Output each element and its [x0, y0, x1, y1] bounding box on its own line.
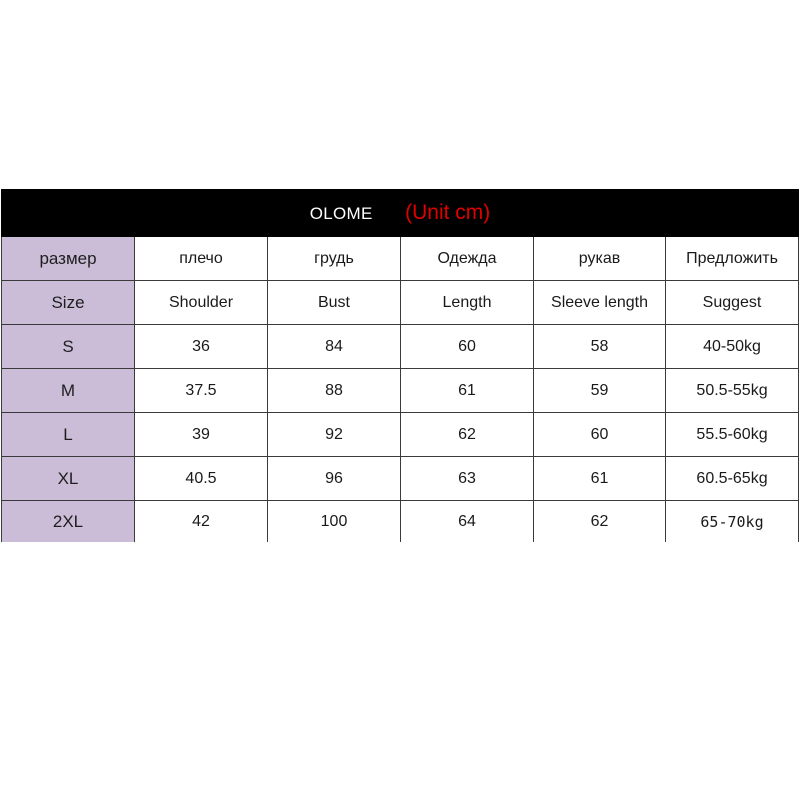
sleeve-length-value: 60 [534, 413, 666, 457]
header-sleeve-ru: рукав [534, 237, 666, 281]
shoulder-value: 39 [135, 413, 268, 457]
brand-name: OLOME [309, 204, 373, 223]
length-value: 61 [401, 369, 534, 413]
suggest-value: 50.5-55kg [666, 369, 799, 413]
size-label: 2XL [2, 501, 135, 543]
header-length-ru: Одежда [401, 237, 534, 281]
length-value: 62 [401, 413, 534, 457]
size-label: XL [2, 457, 135, 501]
title-row [2, 190, 799, 237]
sleeve-length-value: 59 [534, 369, 666, 413]
russian-header-row [2, 237, 799, 281]
suggest-value: 55.5-60kg [666, 413, 799, 457]
title-cell [2, 190, 799, 237]
length-value: 63 [401, 457, 534, 501]
size-chart-table [1, 189, 799, 542]
header-shoulder: Shoulder [135, 281, 268, 325]
english-header-row [2, 281, 799, 325]
header-length: Length [401, 281, 534, 325]
table-row [2, 457, 799, 501]
unit-label: (Unit cm) [405, 201, 491, 224]
bust-value: 96 [268, 457, 401, 501]
shoulder-value: 40.5 [135, 457, 268, 501]
size-label: S [2, 325, 135, 369]
suggest-value: 40-50kg [666, 325, 799, 369]
header-bust: Bust [268, 281, 401, 325]
header-shoulder-ru: плечо [135, 237, 268, 281]
suggest-value: 60.5-65kg [666, 457, 799, 501]
russian-size-label: размер [2, 237, 135, 281]
table-row [2, 413, 799, 457]
suggest-value: 65-70kg [666, 501, 799, 543]
header-suggest: Suggest [666, 281, 799, 325]
sleeve-length-value: 62 [534, 501, 666, 543]
header-suggest-ru: Предложить [666, 237, 799, 281]
bust-value: 92 [268, 413, 401, 457]
bust-value: 100 [268, 501, 401, 543]
length-value: 60 [401, 325, 534, 369]
header-sleeve-length: Sleeve length [534, 281, 666, 325]
size-label: L [2, 413, 135, 457]
bust-value: 88 [268, 369, 401, 413]
table-row [2, 325, 799, 369]
english-size-label: Size [2, 281, 135, 325]
table-row [2, 501, 799, 543]
shoulder-value: 42 [135, 501, 268, 543]
shoulder-value: 36 [135, 325, 268, 369]
size-label: M [2, 369, 135, 413]
header-bust-ru: грудь [268, 237, 401, 281]
table-row [2, 369, 799, 413]
bust-value: 84 [268, 325, 401, 369]
sleeve-length-value: 61 [534, 457, 666, 501]
sleeve-length-value: 58 [534, 325, 666, 369]
shoulder-value: 37.5 [135, 369, 268, 413]
length-value: 64 [401, 501, 534, 543]
